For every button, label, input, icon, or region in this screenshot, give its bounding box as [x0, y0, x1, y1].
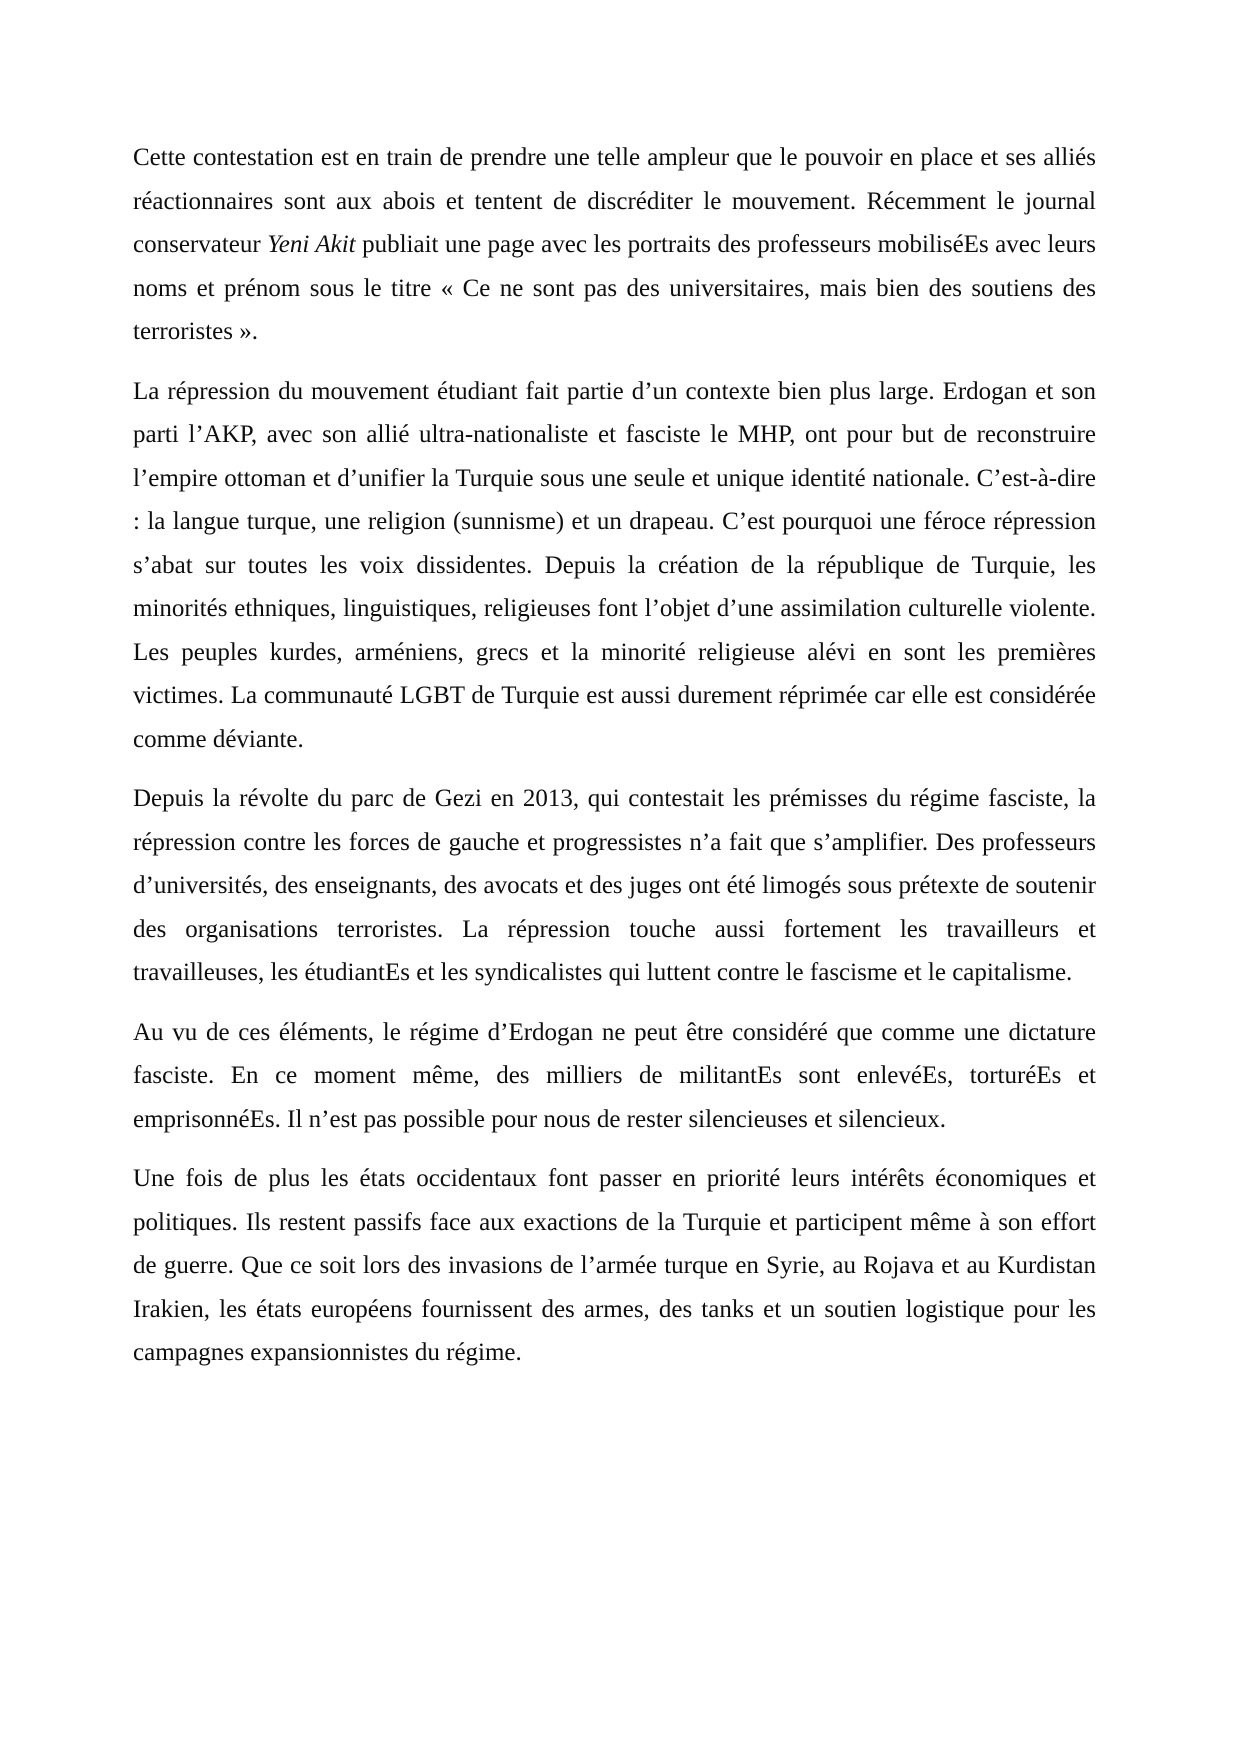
paragraph-3: Depuis la révolte du parc de Gezi en 2013, qui contestait les prémisses du régime fasciste, la répression contre les forces de gauche et progressistes n’a fait que s’amplifier. Des professeurs d’universités, des enseignants, des avocats et des juges ont été limogés sous prétexte de soutenir des organisations terroristes. La répression touche aussi fortement les travailleurs et travailleuses, les étudiantEs et les syndicalistes qui luttent contre le fascisme et le capitalisme.: [133, 785, 1096, 986]
paragraph-4: Au vu de ces éléments, le régime d’Erdogan ne peut être considéré que comme une dictature fasciste. En ce moment même, des milliers de militantEs sont enlevéEs, torturéEs et emprisonnéEs. Il n’est pas possible pour nous de rester silencieuses et silencieux.: [133, 1018, 1096, 1133]
paragraph-1: [133, 136, 1096, 354]
paragraph-1-text-continued: publiait une page avec les portraits des professeurs mobiliséEs avec leurs noms et prénom sous le titre « Ce ne sont pas des universitaires, mais bien des soutiens des terroristes ».: [133, 231, 1096, 345]
paragraph-1-text: Cette contestation est en train de prendre une telle ampleur que le pouvoir en place et ses alliés réactionnaires sont aux abois et tentent de discréditer le mouvement. Récemment le journal conservateur: [133, 144, 1096, 258]
paragraph-2: La répression du mouvement étudiant fait partie d’un contexte bien plus large. Erdogan et son parti l’AKP, avec son allié ultra-nationaliste et fasciste le MHP, ont pour but de reconstruire l’empire ottoman et d’unifier la Turquie sous une seule et unique identité nationale. C’est-à-dire : la langue turque, une religion (sunnisme) et un drapeau. C’est pourquoi une féroce répression s’abat sur toutes les voix dissidentes. Depuis la création de la république de Turquie, les minorités ethniques, linguistiques, religieuses font l’objet d’une assimilation culturelle violente. Les peuples kurdes, arméniens, grecs et la minorité religieuse alévi en sont les premières victimes. La communauté LGBT de Turquie est aussi durement réprimée car elle est considérée comme déviante.: [133, 377, 1096, 753]
paragraph-5: Une fois de plus les états occidentaux font passer en priorité leurs intérêts économiques et politiques. Ils restent passifs face aux exactions de la Turquie et participent même à son effort de guerre. Que ce soit lors des invasions de l’armée turque en Syrie, au Rojava et au Kurdistan Irakien, les états européens fournissent des armes, des tanks et un soutien logistique pour les campagnes expansionnistes du régime.: [133, 1165, 1096, 1366]
paragraph-1-journal-title: Yeni Akit: [267, 231, 356, 258]
